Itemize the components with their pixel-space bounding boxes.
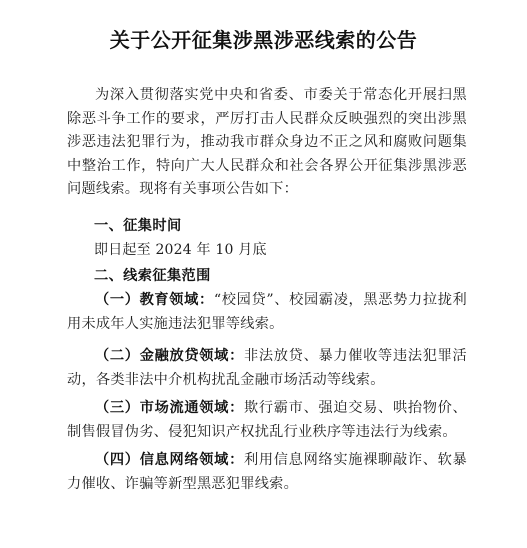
collection-time-text: 即日起至 2024 年 10 月底 [94, 242, 267, 258]
section-heading-clue-scope: 二、线索征集范围 [94, 268, 211, 284]
scope-item-label: （四）信息网络领域： [95, 452, 244, 468]
intro-paragraph: 为深入贯彻落实党中央和省委、市委关于常态化开展扫黑除恶斗争工作的要求，严厉打击人民群众反映强烈的突出涉黑涉恶违法犯罪行为，推动我市群众身边不正之风和腐败问题集中整治工作，特向广大人民群众和社会各界公开征集涉黑涉恶问题线索。现将有关事项公告如下： [67, 87, 467, 198]
scope-item-label: （二）金融放贷领域： [95, 348, 244, 364]
scope-item-education [67, 289, 467, 336]
scope-item-text: 欺行霸市、强迫交易、哄抬物价、制售假冒伪劣、侵犯知识产权扰乱行业秩序等违法行为线索。 [67, 400, 467, 440]
section-heading-collection-time: 一、征集时间 [94, 218, 182, 234]
scope-item-network [67, 449, 467, 496]
scope-item-text: “校园贷”、校园霸凌，黑恶势力拉拢利用未成年人实施违法犯罪等线索。 [67, 292, 467, 332]
scope-item-label: （三）市场流通领域： [95, 400, 244, 416]
scope-item-finance [67, 345, 467, 392]
scope-item-label: （一）教育领域： [95, 292, 214, 308]
document-title: 关于公开征集涉黑涉恶线索的公告 [109, 28, 418, 52]
scope-item-market [67, 397, 467, 444]
scope-item-text: 利用信息网络实施裸聊敲诈、软暴力催收、诈骗等新型黑恶犯罪线索。 [67, 452, 467, 492]
scope-item-text: 非法放贷、暴力催收等违法犯罪活动，各类非法中介机构扰乱金融市场活动等线索。 [67, 348, 467, 388]
